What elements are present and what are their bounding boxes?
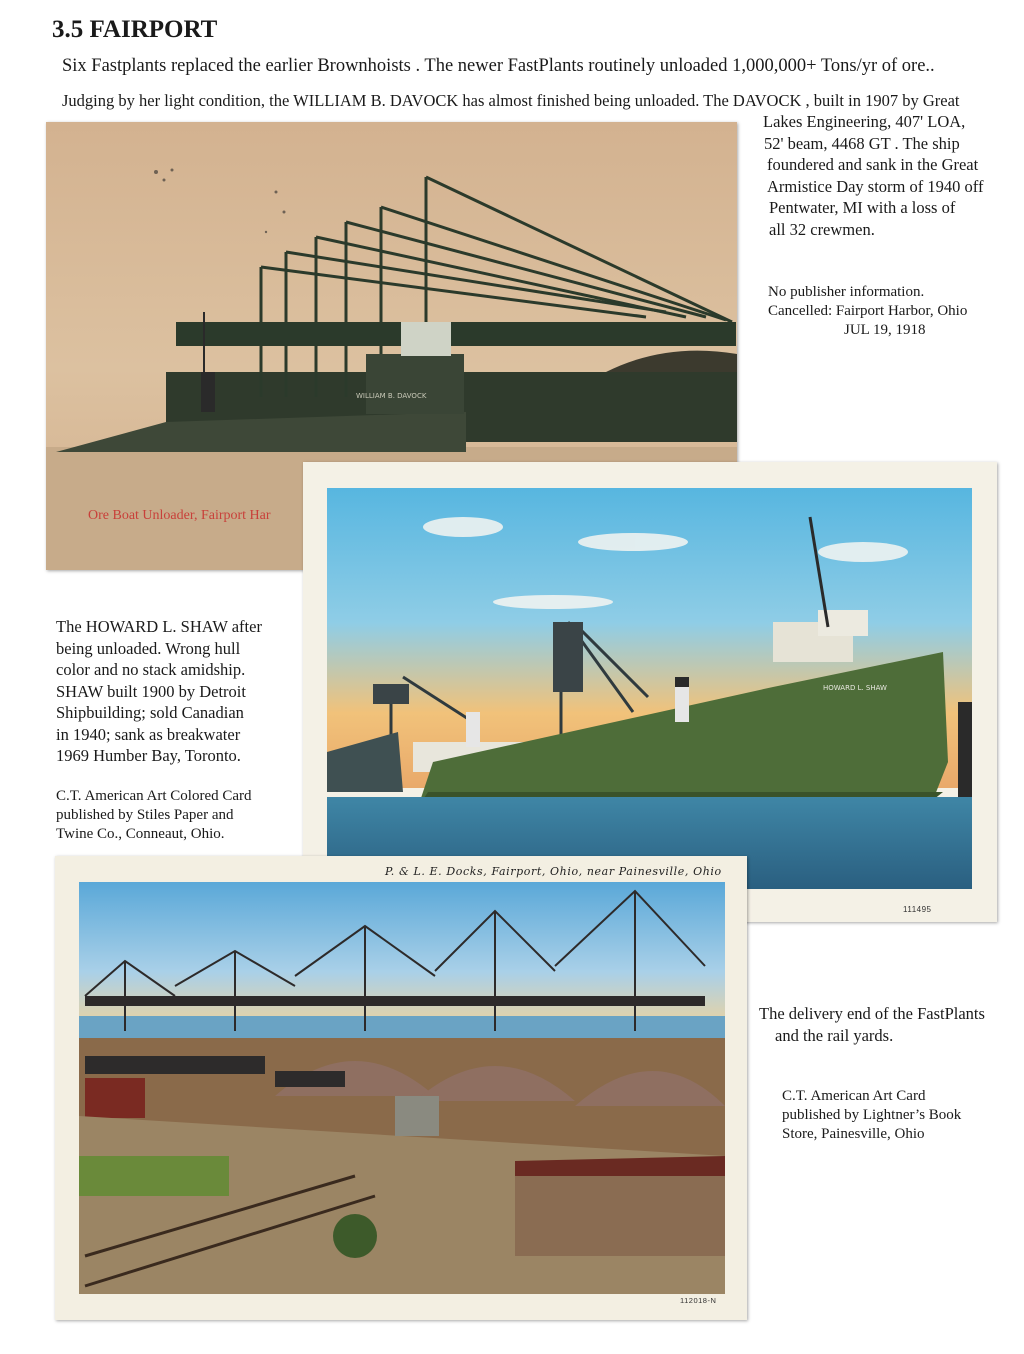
davock-ship-name: WILLIAM B. DAVOCK	[356, 392, 427, 400]
davock-card-caption: Ore Boat Unloader, Fairport Har	[88, 508, 271, 523]
shaw-line: The HOWARD L. SHAW after	[56, 617, 262, 636]
shaw-line: Shipbuilding; sold Canadian	[56, 703, 244, 722]
davock-line: Judging by her light condition, the WILLIAM B. DAVOCK has almost finished being unloaded. The DAVOCK , built in 1907 by Great	[62, 91, 960, 110]
docks-card-number: 112018-N	[680, 1296, 717, 1305]
davock-line: Pentwater, MI with a loss of	[769, 198, 956, 217]
davock-description	[62, 90, 960, 112]
publisher-line: Store, Painesville, Ohio	[782, 1126, 925, 1142]
publisher-line: C.T. American Art Card	[782, 1088, 926, 1104]
docks-line: and the rail yards.	[775, 1025, 894, 1045]
publisher-line: No publisher information.	[768, 284, 925, 300]
davock-line: Lakes Engineering, 407' LOA,	[763, 112, 966, 131]
publisher-line: Cancelled: Fairport Harbor, Ohio	[768, 303, 968, 319]
shaw-postcard	[303, 462, 997, 922]
docks-line: The delivery end of the FastPlants	[759, 1004, 985, 1023]
publisher-line: JUL 19, 1918	[844, 322, 926, 338]
davock-line: 52' beam, 4468 GT . The ship	[764, 133, 960, 153]
publisher-line: C.T. American Art Colored Card	[56, 788, 252, 804]
shaw-line: 1969 Humber Bay, Toronto.	[56, 746, 241, 765]
shaw-line: color and no stack amidship.	[56, 660, 246, 679]
davock-publisher	[768, 283, 967, 340]
shaw-postcard-image	[303, 462, 997, 922]
docks-publisher	[782, 1087, 961, 1144]
shaw-line: SHAW built 1900 by Detroit	[56, 681, 246, 701]
shaw-ship-name: HOWARD L. SHAW	[823, 684, 887, 692]
publisher-line: published by Stiles Paper and	[56, 807, 234, 823]
davock-line: all 32 crewmen.	[769, 219, 875, 239]
page-title: 3.5 FAIRPORT	[52, 16, 218, 43]
intro-text: Six Fastplants replaced the earlier Brownhoists . The newer FastPlants routinely unloaded 1,000,000+ Tons/yr of ore..	[62, 56, 935, 76]
shaw-line: being unloaded. Wrong hull	[56, 638, 241, 658]
shaw-line: in 1940; sank as breakwater	[56, 724, 241, 744]
docks-card-title: P. & L. E. Docks, Fairport, Ohio, near Painesville, Ohio	[385, 865, 722, 878]
publisher-line: Twine Co., Conneaut, Ohio.	[56, 826, 225, 842]
shaw-description	[56, 616, 262, 767]
docks-postcard	[55, 856, 747, 1320]
davock-description-cont	[763, 111, 983, 240]
shaw-publisher	[56, 787, 252, 844]
docks-description	[759, 1003, 985, 1046]
davock-line: Armistice Day storm of 1940 off	[767, 176, 984, 196]
publisher-line: published by Lightner’s Book	[782, 1107, 962, 1123]
davock-line: foundered and sank in the Great	[767, 155, 979, 174]
shaw-card-number: 111495	[903, 905, 932, 914]
docks-postcard-image	[55, 856, 747, 1320]
